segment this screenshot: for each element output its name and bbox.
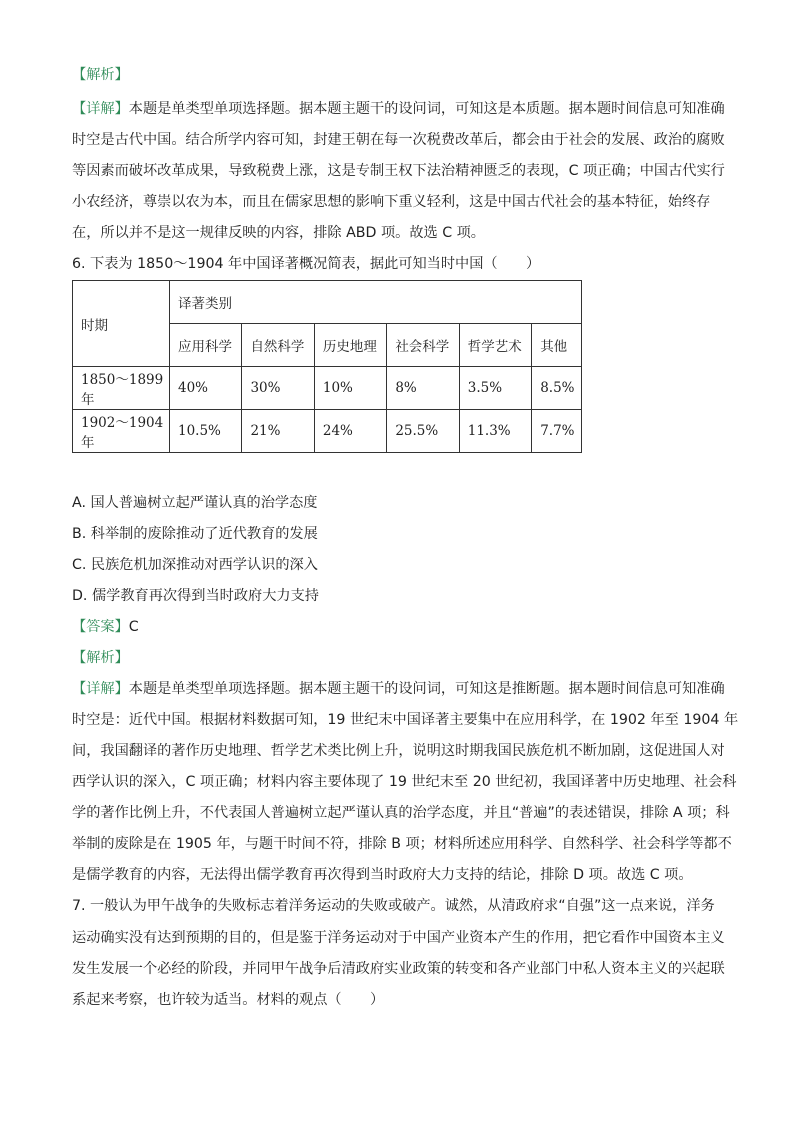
answer-line [72,617,139,637]
value-cell: 7.7% [532,410,582,453]
value-cell: 25.5% [387,410,459,453]
category-cell: 应用科学 [170,324,242,367]
category-cell: 社会科学 [387,324,459,367]
table-row [73,281,582,324]
q6-detail-line-1: 【详解】本题是单类型单项选择题。据本题主题干的设问词，可知这是推断题。据本题时间信息可知准确 [72,681,725,697]
option-b: B. 科举制的废除推动了近代教育的发展 [72,526,318,542]
q5-detail-line-2: 时空是古代中国。结合所学内容可知，封建王朝在每一次税费改革后，都会由于社会的发展、政治的腐败 [72,132,725,148]
value-cell: 30% [242,367,314,410]
category-cell: 哲学艺术 [459,324,531,367]
value-cell: 21% [242,410,314,453]
q7-stem-line-1: 7. 一般认为甲午战争的失败标志着洋务运动的失败或破产。诚然，从清政府求“自强”这一点来说，洋务 [72,898,715,914]
table-row [73,410,582,453]
detail-tag: 【详解】 [72,101,129,117]
table-row [73,367,582,410]
value-cell: 10.5% [170,410,242,453]
value-cell: 11.3% [459,410,531,453]
q7-stem-line-4: 系起来考察，也许较为适当。材料的观点（ ） [72,992,385,1008]
q5-detail-line-1: 【详解】本题是单类型单项选择题。据本题主题干的设问词，可知这是本质题。据本题时间信息可知准确 [72,101,725,117]
detail-tag: 【详解】 [72,681,129,697]
category-cell: 自然科学 [242,324,314,367]
category-header: 译著类别 [170,281,582,324]
q5-detail-line-5: 在，所以并不是这一规律反映的内容，排除 ABD 项。故选 C 项。 [72,225,485,241]
q6-stem: 6. 下表为 1850～1904 年中国译著概况简表，据此可知当时中国（ ） [72,256,541,272]
category-cell: 历史地理 [314,324,386,367]
q6-detail-line-6: 举制的废除是在 1905 年，与题干时间不符，排除 B 项；材料所述应用科学、自然科学、社会科学等都不 [72,836,732,852]
q6-detail-line-7: 是儒学教育的内容，无法得出儒学教育再次得到当时政府大力支持的结论，排除 D 项。故选 C 项。 [72,867,693,883]
value-cell: 24% [314,410,386,453]
option-c: C. 民族危机加深推动对西学认识的深入 [72,557,318,573]
translation-table [72,280,582,453]
answer-tag: 【答案】 [72,619,129,635]
period-header: 时期 [73,281,170,367]
value-cell: 3.5% [459,367,531,410]
value-cell: 8% [387,367,459,410]
q6-detail-line-5: 学的著作比例上升，不代表国人普遍树立起严谨认真的治学态度，并且“普遍”的表述错误，排除 A 项；科 [72,805,730,821]
category-cell: 其他 [532,324,582,367]
q6-detail-line-2: 时空是：近代中国。根据材料数据可知，19 世纪末中国译著主要集中在应用科学，在 1902 年至 1904 年 [72,712,739,728]
q7-stem-line-2: 运动确实没有达到预期的目的，但是鉴于洋务运动对于中国产业资本产生的作用，把它看作中国资本主义 [72,930,725,946]
value-cell: 40% [170,367,242,410]
q6-detail-line-4: 西学认识的深入，C 项正确；材料内容主要体现了 19 世纪末至 20 世纪初，我国译著中历史地理、社会科 [72,774,737,790]
q7-stem-line-3: 发生发展一个必经的阶段，并同甲午战争后清政府实业政策的转变和各产业部门中私人资本主义的兴起联 [72,961,725,977]
period-cell: 1902～1904 年 [73,410,170,453]
option-d: D. 儒学教育再次得到当时政府大力支持 [72,588,319,604]
q5-detail-line-4: 小农经济，尊崇以农为本，而且在儒家思想的影响下重义轻利，这是中国古代社会的基本特征，始终存 [72,194,711,210]
period-cell: 1850～1899 年 [73,367,170,410]
value-cell: 10% [314,367,386,410]
value-cell: 8.5% [532,367,582,410]
option-a: A. 国人普遍树立起严谨认真的治学态度 [72,495,318,511]
analysis-tag: 【解析】 [72,650,129,666]
answer-value: C [128,619,139,635]
analysis-tag: 【解析】 [72,67,129,83]
q5-detail-line-3: 等因素而破坏改革成果，导致税费上涨，这是专制王权下法治精神匮乏的表现，C 项正确；中国古代实行 [72,163,725,179]
q6-detail-line-3: 间，我国翻译的著作历史地理、哲学艺术类比例上升，说明这时期我国民族危机不断加剧，这促进国人对 [72,743,725,759]
